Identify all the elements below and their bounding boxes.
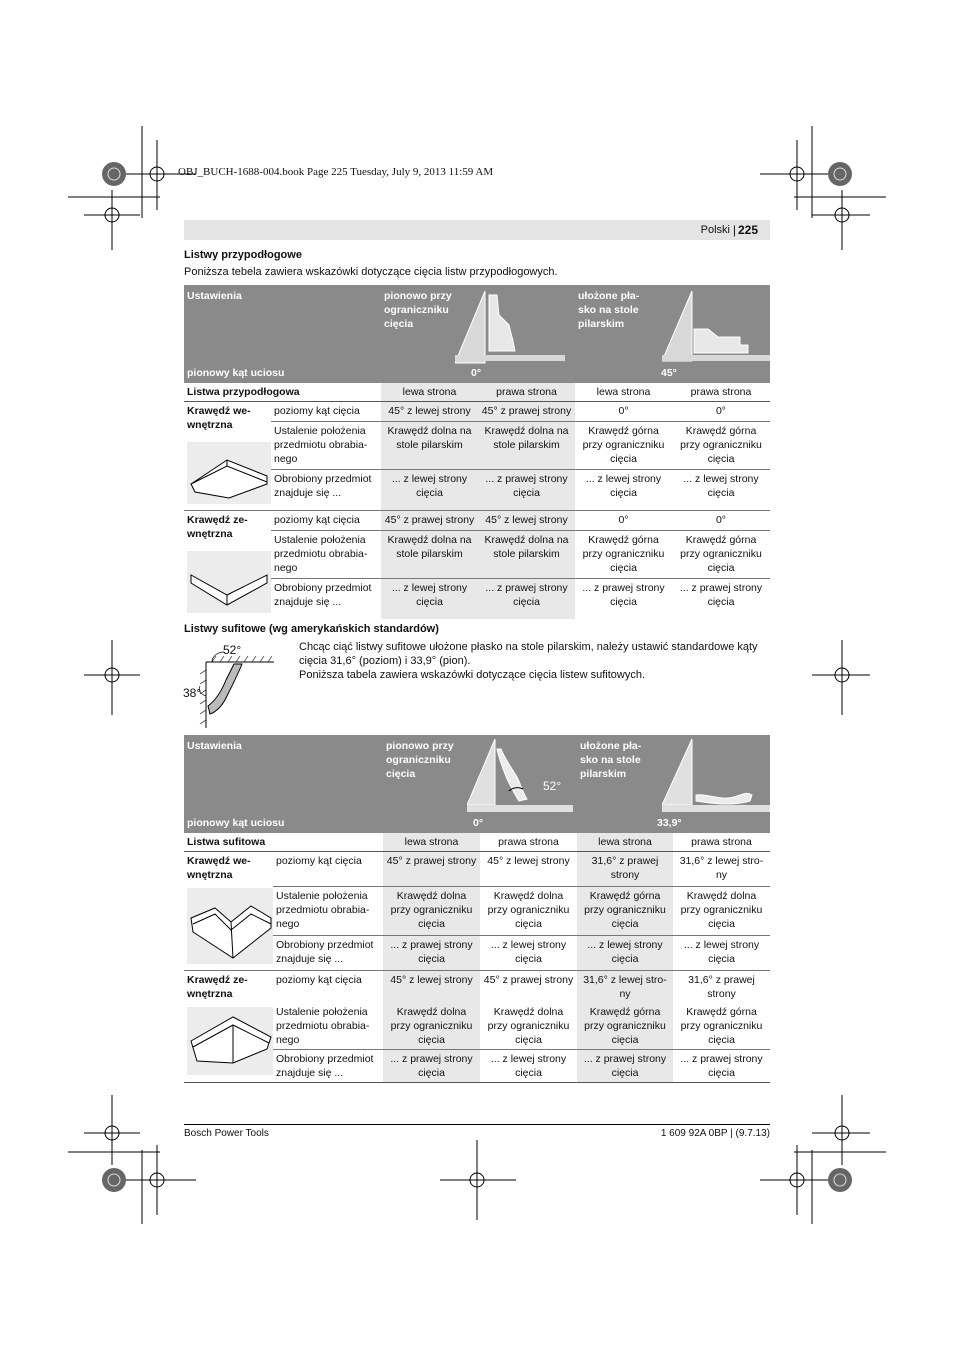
subheader-molding: Listwa przypodłogowa [184, 383, 381, 402]
subheader-left-2: lewa strona [577, 833, 673, 852]
table-cell: ... z prawej strony cięcia [577, 1050, 673, 1083]
table-row [184, 971, 770, 1004]
table-cell: 45° z lewej strony [383, 971, 480, 1004]
subheader-right-2: prawa strona [672, 383, 770, 402]
baseboard-table [184, 285, 770, 619]
vertical-angle: 0° [473, 817, 484, 829]
baseboard-flat-diagram [662, 285, 770, 379]
table-row [184, 852, 770, 887]
row-label: Obrobiony przedmiot znajduje się ... [273, 1050, 383, 1083]
table-cell: Krawędź górna przy ograniczniku cięcia [577, 886, 673, 935]
row-label: Obrobiony przedmiot znajduje się ... [271, 579, 381, 620]
row-label: poziomy kąt cięcia [276, 855, 362, 867]
table-cell: ... z prawej strony cięcia [673, 1050, 770, 1083]
table-cell: 45° z prawej strony [383, 852, 480, 887]
row-label: poziomy kąt cięcia [271, 511, 381, 531]
table-cell: ... z lewej strony cięcia [480, 1050, 577, 1083]
footer-doc-number: 1 609 92A 0BP | (9.7.13) [660, 1128, 770, 1139]
table-cell: 0° [672, 511, 770, 531]
baseboard-vertical-diagram [455, 285, 575, 379]
category-label: Krawędź we-wnętrzna [187, 405, 251, 431]
row-label: Ustalenie położenia przedmiotu obrabia-nego [271, 421, 381, 469]
table-cell: Krawędź dolna na stole pilarskim [478, 530, 575, 578]
vertical-diagram-angle: 52° [543, 779, 562, 793]
flat-position-header-cell [575, 285, 770, 383]
row-label: poziomy kąt cięcia [273, 971, 383, 1004]
inside-corner-crown-illustration [187, 888, 273, 964]
table-cell: Krawędź dolna przy ograniczniku cięcia [480, 886, 577, 935]
language-label: Polski [700, 224, 730, 236]
table-cell: ... z lewej strony cięcia [381, 470, 478, 511]
table-cell: Krawędź dolna na stole pilarskim [478, 421, 575, 469]
table-cell: 31,6° z lewej stro-ny [679, 855, 764, 881]
table-cell: ... z lewej strony cięcia [575, 470, 672, 511]
table-cell: ... z prawej strony cięcia [383, 936, 480, 971]
flat-position-header: ułożone pła-sko na stole pilarskim [578, 290, 640, 330]
table-cell: 31,6° z prawej strony [673, 971, 770, 1004]
subheader-left-1: lewa strona [381, 383, 478, 402]
settings-header-cell [184, 285, 381, 383]
outside-corner-crown-illustration [187, 1007, 273, 1075]
table-cell: 45° z prawej strony [478, 402, 575, 422]
table-cell: Krawędź dolna na stole pilarskim [381, 421, 478, 469]
vertical-position-header-cell [383, 735, 577, 833]
section2-text1: Chcąc ciąć listwy sufitowe ułożone płasko na stole pilarskim, należy ustawić standardowe kąty cięcia 31,6° (poziom) i 33,9° (pion). [299, 641, 758, 667]
row-label: Obrobiony przedmiot znajduje się ... [271, 470, 381, 511]
table-cell: ... z prawej strony cięcia [672, 579, 770, 620]
table-row [184, 530, 770, 578]
table-cell: ... z lewej strony cięcia [381, 579, 478, 620]
table-cell: Krawędź dolna na stole pilarskim [381, 530, 478, 578]
vertical-position-header: pionowo przy ograniczniku cięcia [384, 290, 452, 330]
outside-corner-baseboard-illustration [187, 551, 271, 613]
table-cell: Krawędź górna przy ograniczniku cięcia [575, 530, 672, 578]
row-label: Ustalenie położenia przedmiotu obrabia-nego [271, 530, 381, 578]
table-cell: 45° z lewej strony [381, 402, 478, 422]
bevel-angle-label: pionowy kąt uciosu [187, 367, 285, 379]
settings-header-cell [184, 735, 383, 833]
section2-title: Listwy sufitowe (wg amerykańskich standardów) [184, 623, 439, 635]
table-cell: 0° [715, 405, 727, 417]
table-cell: ... z lewej strony cięcia [673, 936, 770, 971]
table-cell: ... z prawej strony cięcia [478, 470, 575, 511]
table-cell: ... z lewej strony cięcia [577, 936, 673, 971]
table-cell: ... z lewej strony cięcia [480, 936, 577, 971]
table-cell: Krawędź górna przy ograniczniku cięcia [577, 1003, 673, 1050]
bevel-angle-label: pionowy kąt uciosu [187, 817, 285, 829]
crown-molding-table [184, 735, 770, 1083]
settings-header: Ustawienia [187, 740, 242, 752]
angle-top-label: 52° [223, 643, 242, 657]
table-cell: ... z prawej strony cięcia [383, 1050, 480, 1083]
subheader-molding: Listwa sufitowa [184, 833, 383, 852]
table-cell: Krawędź górna przy ograniczniku cięcia [672, 421, 770, 469]
table-cell: 31,6° z prawej strony [577, 852, 673, 887]
table-cell: 31,6° z lewej stro-ny [577, 971, 673, 1004]
table-cell: 0° [575, 511, 672, 531]
row-label: Ustalenie położenia przedmiotu obrabia-nego [273, 886, 383, 935]
vertical-position-header-cell [381, 285, 575, 383]
table-cell: Krawędź dolna przy ograniczniku cięcia [383, 1003, 480, 1050]
table-cell: 45° z lewej strony [478, 511, 575, 531]
table-cell: 0° [618, 405, 629, 417]
row-label: Obrobiony przedmiot znajduje się ... [273, 936, 383, 971]
inside-corner-baseboard-illustration [187, 442, 271, 504]
header-separator: | [732, 223, 736, 237]
subheader-right-2: prawa strona [673, 833, 770, 852]
category-label: Krawędź ze-wnętrzna [187, 974, 248, 1000]
flat-position-header-cell [577, 735, 770, 833]
table-cell: 45° z prawej strony [381, 511, 478, 531]
crown-flat-diagram [662, 735, 770, 829]
table-cell: Krawędź dolna przy ograniczniku cięcia [673, 886, 770, 935]
subheader-right-1: prawa strona [480, 833, 577, 852]
table-cell: ... z lewej strony cięcia [672, 470, 770, 511]
table-cell: Krawędź górna przy ograniczniku cięcia [575, 421, 672, 469]
subheader-right-1: prawa strona [478, 383, 575, 402]
page-header-bar [184, 220, 770, 240]
vertical-position-header: pionowo przy ograniczniku cięcia [386, 740, 454, 780]
settings-header: Ustawienia [187, 290, 242, 302]
table-row [184, 421, 770, 469]
page-number: 225 [737, 223, 758, 237]
table-header-row [184, 285, 770, 383]
category-cell [184, 852, 273, 971]
section1-title: Listwy przypodłogowe [184, 249, 302, 261]
category-cell [184, 971, 273, 1083]
table-cell: 45° z prawej strony [480, 971, 577, 1004]
flat-angle: 45° [661, 367, 677, 379]
table-row [184, 470, 770, 511]
table-subheader-row [184, 833, 770, 852]
category-label: Krawędź we-wnętrzna [187, 855, 251, 881]
flat-position-header: ułożone pła-sko na stole pilarskim [580, 740, 642, 780]
row-label: poziomy kąt cięcia [274, 405, 360, 417]
vertical-angle: 0° [471, 367, 482, 379]
row-label: Ustalenie położenia przedmiotu obrabia-nego [276, 1006, 370, 1046]
section2-text2: Poniższa tabela zawiera wskazówki dotyczące cięcia listew sufitowych. [299, 669, 646, 681]
print-info: OBJ_BUCH-1688-004.book Page 225 Tuesday, July 9, 2013 11:59 AM [178, 166, 494, 178]
table-cell: Krawędź górna przy ograniczniku cięcia [672, 530, 770, 578]
table-cell: ... z prawej strony cięcia [478, 579, 575, 620]
table-header-row [184, 735, 770, 833]
category-cell [184, 511, 271, 620]
category-label: Krawędź ze-wnętrzna [187, 514, 248, 540]
table-cell: Krawędź dolna przy ograniczniku cięcia [383, 886, 480, 935]
angle-left-label: 38° [183, 686, 202, 700]
section1-intro: Poniższa tebela zawiera wskazówki dotyczące cięcia listw przypodłogowych. [184, 266, 558, 278]
table-row [184, 579, 770, 620]
table-row [184, 402, 770, 422]
category-cell [184, 402, 271, 511]
table-cell: Krawędź górna przy ograniczniku cięcia [680, 1006, 763, 1046]
page-footer [184, 1124, 770, 1139]
table-subheader-row [184, 383, 770, 402]
subheader-left-2: lewa strona [575, 383, 672, 402]
table-cell: ... z prawej strony cięcia [575, 579, 672, 620]
flat-angle: 33,9° [657, 817, 682, 829]
subheader-left-1: lewa strona [383, 833, 480, 852]
table-cell: 45° z lewej strony [487, 855, 570, 867]
table-cell: Krawędź dolna przy ograniczniku cięcia [487, 1006, 570, 1046]
table-row [184, 511, 770, 531]
footer-brand: Bosch Power Tools [184, 1128, 269, 1139]
